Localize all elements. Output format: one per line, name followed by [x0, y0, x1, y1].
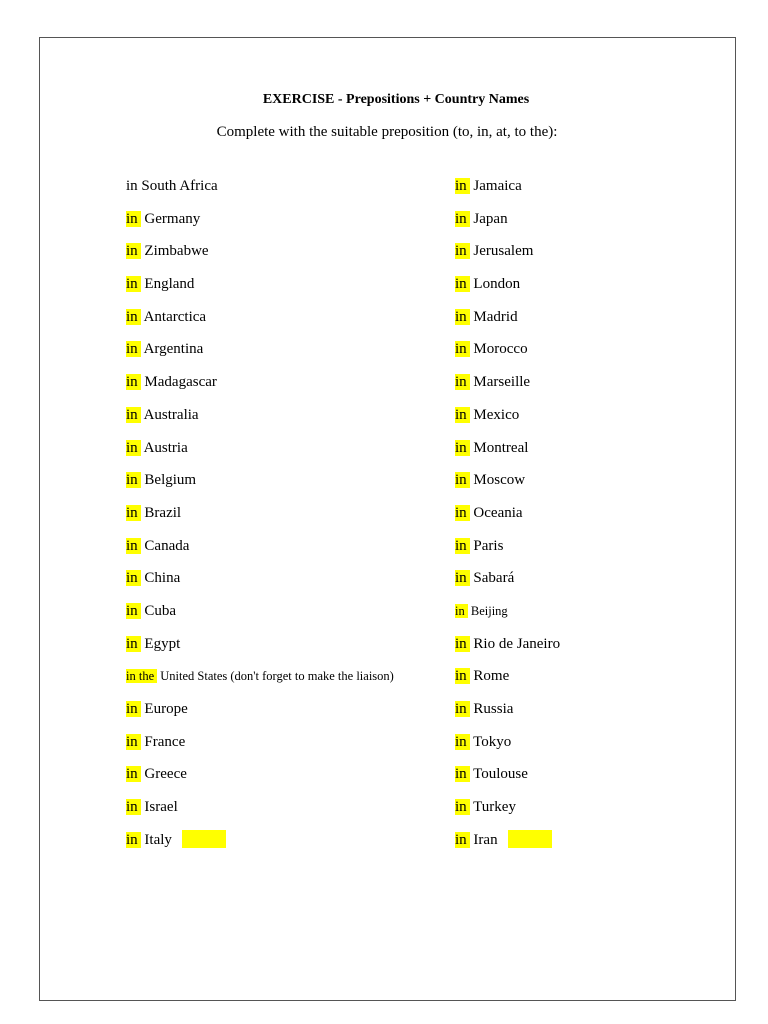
place-name: Madagascar: [140, 374, 217, 391]
preposition-answer: in: [126, 636, 141, 652]
exercise-item: [455, 536, 560, 569]
exercise-item: [455, 764, 560, 797]
place-name: China: [140, 570, 181, 587]
place-name: Greece: [140, 766, 187, 783]
exercise-item: [455, 405, 560, 438]
place-name: Italy: [140, 831, 172, 848]
preposition-answer: in: [126, 211, 141, 227]
exercise-item: [455, 699, 560, 732]
exercise-item: [126, 536, 394, 569]
exercise-item: [455, 568, 560, 601]
place-name: Turkey: [469, 799, 516, 816]
place-name: Japan: [469, 210, 508, 227]
preposition-answer: in: [126, 309, 141, 325]
left-column-list: [126, 176, 394, 862]
exercise-instruction: Complete with the suitable preposition (to, in, at, to the):: [216, 124, 558, 140]
preposition-answer: in: [126, 701, 141, 717]
place-name: South Africa: [137, 178, 218, 194]
place-name: Cuba: [140, 602, 177, 619]
place-name: Marseille: [469, 374, 531, 391]
place-name: Toulouse: [469, 766, 528, 783]
preposition-answer: in: [126, 505, 141, 521]
exercise-item: [126, 666, 394, 699]
exercise-item: [455, 274, 560, 307]
highlighted-blank: [508, 830, 552, 848]
preposition-answer: in: [126, 832, 141, 848]
preposition-answer: in: [455, 668, 470, 684]
preposition-answer: in: [126, 570, 141, 586]
exercise-item: [455, 372, 560, 405]
exercise-item: [455, 797, 560, 830]
place-name: Egypt: [140, 635, 181, 652]
preposition-answer: in: [455, 570, 470, 586]
place-name: Germany: [140, 210, 201, 227]
place-name: Antarctica: [140, 308, 207, 325]
exercise-item: [126, 339, 394, 372]
preposition-answer: in: [455, 309, 470, 325]
exercise-item: [126, 764, 394, 797]
exercise-item: [455, 732, 560, 765]
exercise-item: [126, 209, 394, 242]
exercise-item: [126, 699, 394, 732]
preposition-answer: in: [455, 766, 470, 782]
place-name: Sabará: [469, 570, 515, 587]
preposition-answer: in: [126, 341, 141, 357]
place-name: Rio de Janeiro: [469, 635, 561, 652]
place-name: Moscow: [469, 472, 526, 489]
preposition-answer: in: [455, 440, 470, 456]
place-name: Austria: [140, 439, 188, 456]
exercise-item: [455, 503, 560, 536]
place-name: Paris: [469, 537, 504, 554]
exercise-item: [126, 274, 394, 307]
exercise-item: [126, 176, 394, 209]
exercise-item: [126, 503, 394, 536]
place-name: Jamaica: [469, 178, 522, 194]
place-name: Zimbabwe: [140, 243, 209, 260]
preposition-answer: in: [455, 701, 470, 717]
preposition-answer: in: [126, 243, 141, 259]
exercise-item: [455, 666, 560, 699]
exercise-item: [126, 241, 394, 274]
place-name: Australia: [140, 406, 199, 423]
exercise-item: [126, 372, 394, 405]
preposition-answer: in: [455, 799, 470, 815]
preposition-answer: in: [455, 341, 470, 357]
preposition-answer: in: [455, 276, 470, 292]
exercise-item: [455, 470, 560, 503]
place-name: Jerusalem: [469, 243, 534, 260]
exercise-item: [455, 438, 560, 471]
place-name: Madrid: [469, 308, 518, 325]
preposition-answer: in: [455, 211, 470, 227]
place-name: Oceania: [469, 504, 523, 521]
place-name: Canada: [140, 537, 190, 554]
exercise-item: [126, 568, 394, 601]
exercise-item: [126, 470, 394, 503]
exercise-item: [455, 209, 560, 242]
exercise-item: [126, 438, 394, 471]
exercise-item: [455, 307, 560, 340]
exercise-item: [126, 307, 394, 340]
place-name: Belgium: [140, 472, 197, 489]
preposition-answer: in: [455, 472, 470, 488]
exercise-item: [455, 601, 560, 634]
exercise-item: [126, 797, 394, 830]
place-name: Israel: [140, 799, 178, 816]
place-name: France: [140, 733, 186, 750]
preposition-answer: in: [126, 178, 138, 194]
exercise-item: [126, 405, 394, 438]
preposition-answer: in: [126, 766, 141, 782]
preposition-answer: in: [126, 538, 141, 554]
preposition-answer: in: [455, 374, 470, 390]
place-name: Europe: [140, 701, 188, 717]
preposition-answer: in: [455, 604, 468, 618]
exercise-item: [455, 634, 560, 667]
place-name: Tokyo: [469, 733, 512, 750]
preposition-answer: in: [126, 440, 141, 456]
preposition-answer: in: [126, 472, 141, 488]
preposition-answer: in: [126, 734, 141, 750]
exercise-item: [455, 241, 560, 274]
preposition-answer: in: [455, 178, 470, 194]
preposition-answer: in: [455, 538, 470, 554]
place-name: Brazil: [140, 504, 182, 521]
preposition-answer: in: [455, 636, 470, 652]
place-name: United States (don't forget to make the liaison): [157, 669, 394, 684]
right-column-list: [455, 176, 560, 862]
highlighted-blank: [182, 830, 226, 848]
exercise-title: EXERCISE - Prepositions + Country Names: [262, 92, 530, 107]
preposition-answer: in the: [126, 669, 157, 683]
place-name: Iran: [469, 831, 498, 848]
preposition-answer: in: [126, 276, 141, 292]
place-name: Mexico: [469, 406, 520, 423]
preposition-answer: in: [126, 407, 141, 423]
exercise-item: [455, 830, 560, 863]
place-name: Russia: [469, 701, 514, 717]
preposition-answer: in: [455, 832, 470, 848]
exercise-item: [126, 830, 394, 863]
preposition-answer: in: [126, 799, 141, 815]
exercise-item: [126, 634, 394, 667]
exercise-item: [455, 339, 560, 372]
exercise-item: [455, 176, 560, 209]
place-name: Beijing: [467, 603, 508, 618]
place-name: England: [140, 276, 195, 293]
place-name: Montreal: [469, 439, 529, 456]
preposition-answer: in: [455, 243, 470, 259]
preposition-answer: in: [126, 603, 141, 619]
exercise-item: [126, 601, 394, 634]
place-name: Morocco: [469, 341, 528, 358]
preposition-answer: in: [455, 505, 470, 521]
preposition-answer: in: [455, 734, 470, 750]
place-name: Rome: [469, 668, 510, 685]
place-name: Argentina: [140, 341, 204, 358]
exercise-item: [126, 732, 394, 765]
preposition-answer: in: [455, 407, 470, 423]
place-name: London: [469, 276, 521, 293]
preposition-answer: in: [126, 374, 141, 390]
